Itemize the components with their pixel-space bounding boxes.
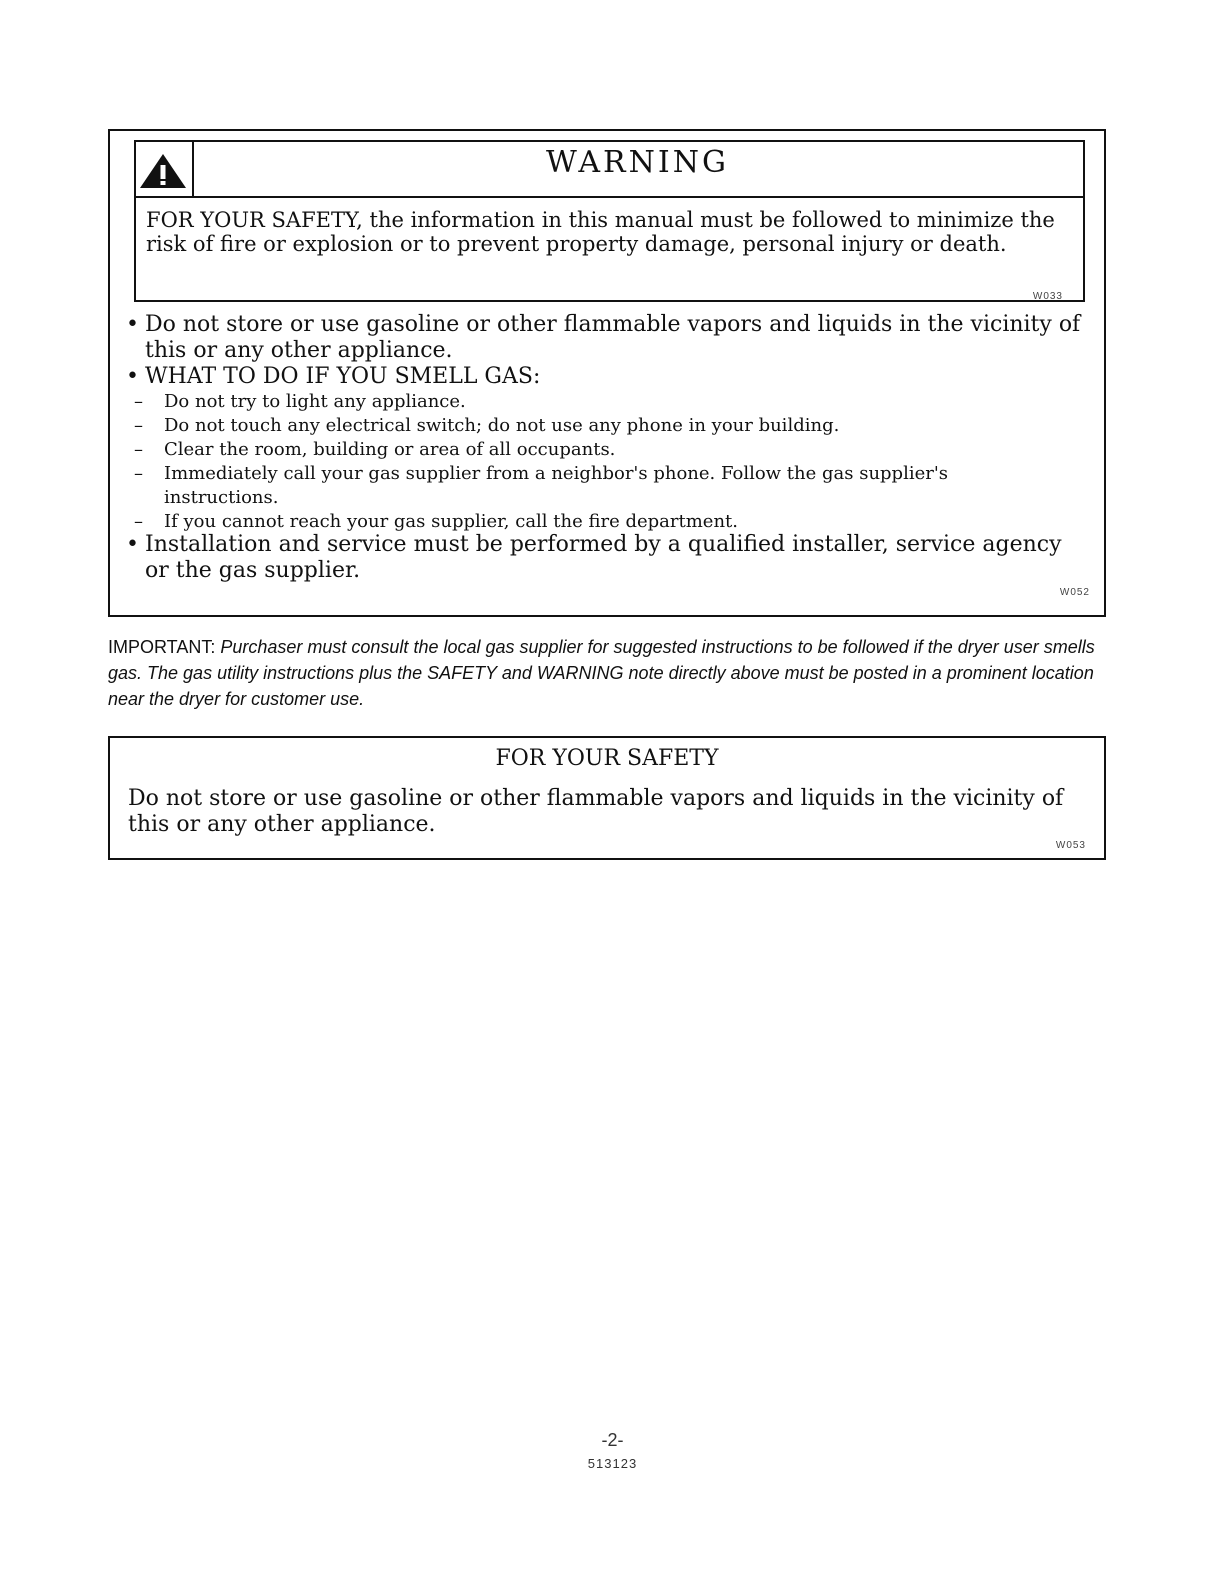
bullet-icon: • [126, 364, 139, 389]
warning-safety-text: FOR YOUR SAFETY, the information in this manual must be followed to minimize the risk of fire or explosion or to prevent property damage, personal injury or death. [146, 208, 1055, 256]
bullet-flammable: • Do not store or use gasoline or other flammable vapors and liquids in the vicinity of this or any other appliance. [126, 312, 1081, 363]
gas-step: – Do not touch any electrical switch; do not use any phone in your building. [134, 415, 840, 436]
page-number: -2- [601, 1430, 624, 1450]
safety-box-code: W053 [1055, 840, 1086, 851]
warning-code-2: W052 [1059, 587, 1090, 598]
warning-box [108, 129, 1106, 617]
bullet-icon: • [126, 312, 139, 337]
bullet-smell-gas: • WHAT TO DO IF YOU SMELL GAS: [126, 364, 541, 389]
warning-code: W033 [1032, 291, 1063, 302]
gas-step: – Immediately call your gas supplier from a neighbor's phone. Follow the gas supplier's instructions. [134, 463, 949, 508]
safety-box-text: Do not store or use gasoline or other flammable vapors and liquids in the vicinity of this or any other appliance. [128, 786, 1064, 837]
gas-step: – Do not try to light any appliance. [134, 391, 466, 412]
warning-header-box [134, 140, 1085, 302]
warning-triangle-icon [136, 142, 194, 196]
for-your-safety-box [108, 736, 1106, 860]
important-note [108, 634, 1108, 712]
warning-title: WARNING [546, 145, 729, 180]
important-label: IMPORTANT: [108, 637, 216, 657]
important-text: Purchaser must consult the local gas supplier for suggested instructions to be followed if the dryer user smells gas. The gas utility instructions plus the SAFETY and WARNING note directly above must be posted in a prominent location near the dryer for customer use. [108, 637, 1095, 709]
document-number: 513123 [587, 1456, 638, 1471]
warning-header [136, 142, 1083, 198]
gas-step: – If you cannot reach your gas supplier, call the fire department. [134, 511, 739, 532]
safety-box-title: FOR YOUR SAFETY [495, 746, 719, 771]
bullet-icon: • [126, 532, 139, 557]
bullet-installation: • Installation and service must be performed by a qualified installer, service agency or the gas supplier. [126, 532, 1062, 583]
gas-step: – Clear the room, building or area of all occupants. [134, 439, 616, 460]
